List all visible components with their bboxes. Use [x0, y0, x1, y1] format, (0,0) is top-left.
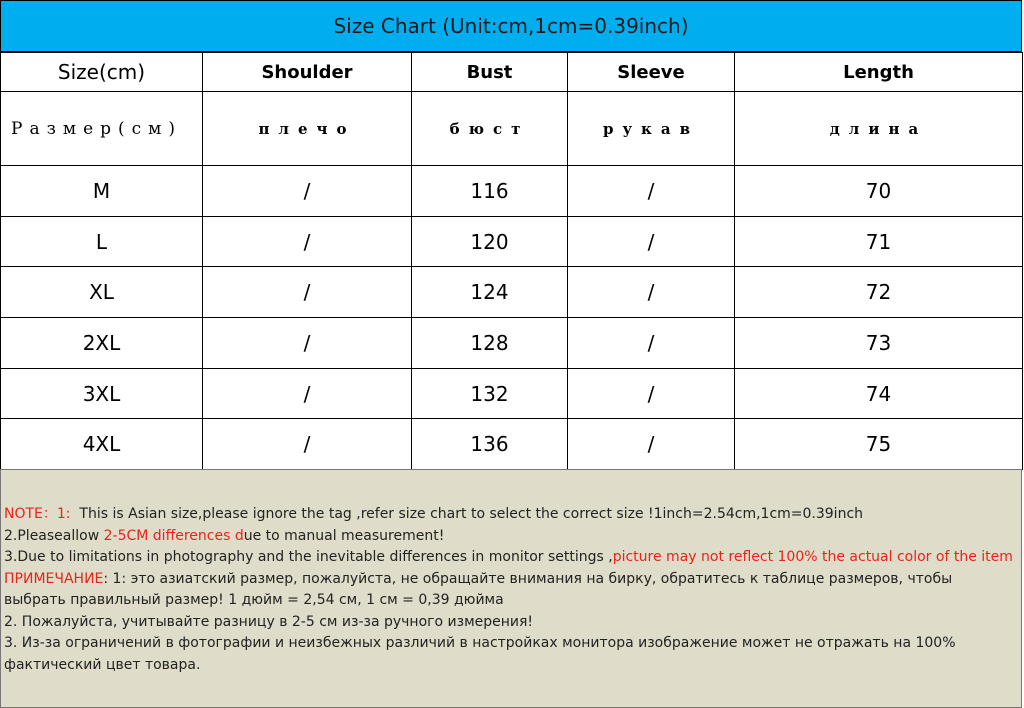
length-cell: 71: [735, 216, 1023, 267]
note-1-text: This is Asian size,please ignore the tag ,refer size chart to select the correct size !1inch=2.54cm,1cm=0.39inch: [79, 506, 864, 522]
note-2-highlight: 2-5CM differences d: [103, 527, 244, 544]
length-cell: 74: [735, 368, 1023, 419]
note-ru-3: 3. Из-за ограничений в фотографии и неизбежных различий в настройках монитора изображение может не отражать на 100% фактический цвет товара.: [4, 635, 956, 673]
note-3-prefix: 3.Due to limitations in photography and the inevitable differences in monitor settings ,: [4, 549, 613, 565]
note-3-highlight: picture may not reflect 100% the actual color of the item: [612, 549, 1013, 565]
table-row: [1, 368, 1023, 419]
length-cell: 75: [735, 419, 1023, 470]
header-shoulder: Shoulder: [203, 53, 412, 92]
header-size-ru: Размер(см): [1, 92, 203, 166]
bust-cell: 128: [412, 318, 568, 369]
size-cell: 4XL: [1, 419, 203, 470]
note-ru-1: [4, 569, 1017, 612]
sleeve-cell: /: [568, 166, 735, 217]
length-cell: 73: [735, 318, 1023, 369]
shoulder-cell: /: [203, 368, 412, 419]
sleeve-cell: /: [568, 318, 735, 369]
note-ru-label: ПРИМЕЧАНИЕ: [4, 570, 104, 587]
header-row-russian: [1, 92, 1023, 166]
size-cell: M: [1, 166, 203, 217]
bust-cell: 136: [412, 419, 568, 470]
size-cell: 2XL: [1, 318, 203, 369]
note-1: [4, 504, 1017, 526]
note-2-suffix: ue to manual measurement!: [243, 527, 445, 544]
header-length-ru: длина: [735, 92, 1023, 166]
shoulder-cell: /: [203, 419, 412, 470]
bust-cell: 132: [412, 368, 568, 419]
size-cell: XL: [1, 267, 203, 318]
note-2: [4, 526, 1017, 548]
sleeve-cell: /: [568, 368, 735, 419]
header-row: [1, 53, 1023, 92]
header-length: Length: [735, 53, 1023, 92]
header-sleeve-ru: рукав: [568, 92, 735, 166]
size-table: [0, 52, 1023, 470]
header-sleeve: Sleeve: [568, 53, 735, 92]
header-bust: Bust: [412, 53, 568, 92]
note-label: NOTE：1:: [4, 506, 71, 522]
note-ru-1-text: : 1: это азиатский размер, пожалуйста, не обращайте внимания на бирку, обратитесь к таблице размеров, чтобы выбрать правильный размер! 1 дюйм = 2,54 см, 1 см = 0,39 дюйма: [4, 570, 953, 608]
length-cell: 70: [735, 166, 1023, 217]
table-row: [1, 267, 1023, 318]
shoulder-cell: /: [203, 166, 412, 217]
sleeve-cell: /: [568, 267, 735, 318]
note-2-prefix: 2.Pleaseallow: [4, 527, 104, 544]
header-size: Size(cm): [1, 53, 203, 92]
header-bust-ru: бюст: [412, 92, 568, 166]
size-chart-title: Size Chart (Unit:cm,1cm=0.39inch): [0, 0, 1022, 52]
bust-cell: 124: [412, 267, 568, 318]
sleeve-cell: /: [568, 216, 735, 267]
shoulder-cell: /: [203, 267, 412, 318]
shoulder-cell: /: [203, 216, 412, 267]
shoulder-cell: /: [203, 318, 412, 369]
sleeve-cell: /: [568, 419, 735, 470]
size-cell: L: [1, 216, 203, 267]
note-3: [4, 547, 1017, 569]
table-row: [1, 419, 1023, 470]
length-cell: 72: [735, 267, 1023, 318]
notes-panel: [0, 469, 1022, 708]
bust-cell: 120: [412, 216, 568, 267]
note-ru-2: 2. Пожалуйста, учитывайте разницу в 2-5 см из-за ручного измерения!: [4, 613, 534, 630]
size-cell: 3XL: [1, 368, 203, 419]
table-row: [1, 216, 1023, 267]
bust-cell: 116: [412, 166, 568, 217]
table-row: [1, 166, 1023, 217]
header-shoulder-ru: плечо: [203, 92, 412, 166]
table-row: [1, 318, 1023, 369]
